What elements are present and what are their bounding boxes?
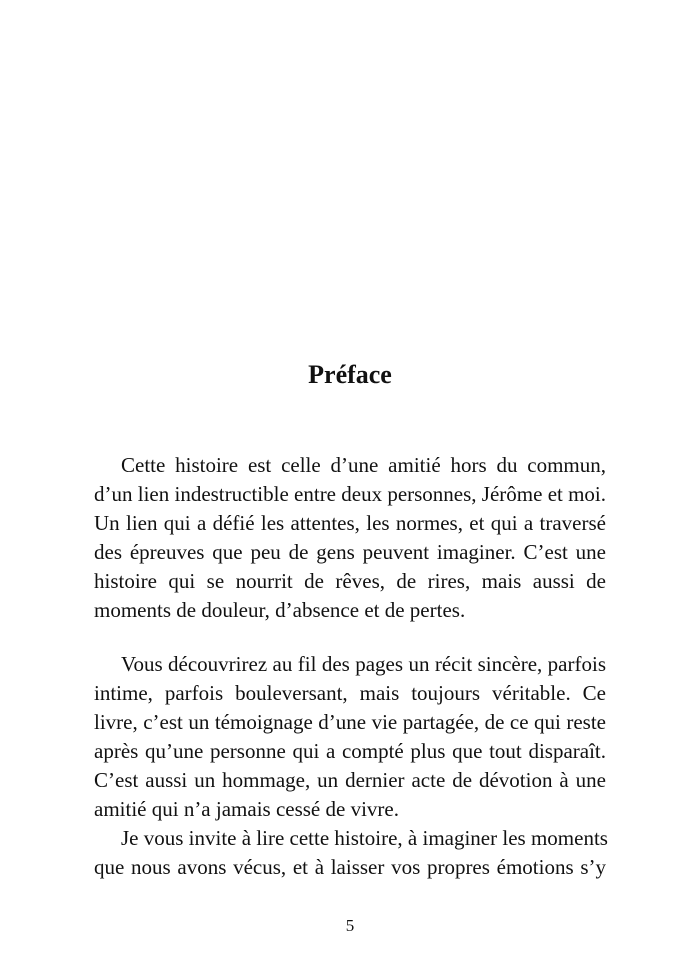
- text-line: d’un lien indestructible entre deux personnes, Jérôme et moi.: [94, 482, 607, 506]
- paragraph-3: [94, 824, 606, 882]
- text-line: après qu’une personne qui a compté plus que tout disparaît.: [94, 739, 606, 763]
- text-line: moments de douleur, d’absence et de pertes.: [94, 598, 466, 622]
- text-line: intime, parfois bouleversant, mais toujours véritable. Ce: [94, 681, 606, 705]
- text-line: livre, c’est un témoignage d’une vie partagée, de ce qui reste: [94, 710, 606, 734]
- page-number: 5: [345, 916, 355, 935]
- page-title: Préface: [308, 360, 392, 389]
- text-line: que nous avons vécus, et à laisser vos propres émotions s’y: [94, 855, 606, 879]
- text-line: histoire qui se nourrit de rêves, de rires, mais aussi de: [94, 569, 606, 593]
- text-line: C’est aussi un hommage, un dernier acte de dévotion à une: [94, 768, 606, 792]
- paragraph-1: [94, 451, 606, 625]
- text-line: amitié qui n’a jamais cessé de vivre.: [94, 797, 399, 821]
- text-line: Je vous invite à lire cette histoire, à imaginer les moments: [121, 826, 608, 850]
- paragraph-2: [94, 650, 606, 824]
- text-line: des épreuves que peu de gens peuvent imaginer. C’est une: [94, 540, 606, 564]
- text-line: Cette histoire est celle d’une amitié hors du commun,: [121, 453, 606, 477]
- text-line: Vous découvrirez au fil des pages un récit sincère, parfois: [121, 652, 606, 676]
- text-line: Un lien qui a défié les attentes, les normes, et qui a traversé: [94, 511, 606, 535]
